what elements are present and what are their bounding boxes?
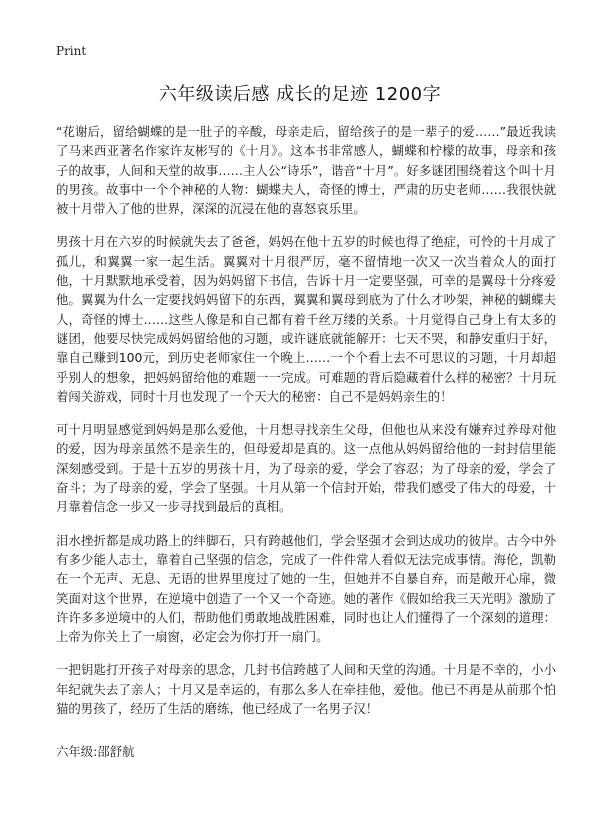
article-title: 六年级读后感 成长的足迹 1200字 bbox=[158, 84, 442, 105]
paragraph-1: “花谢后，留给蝴蝶的是一肚子的辛酸，母亲走后，留给孩子的是一辈子的爱……”最近我读了马来西亚著名作家许友彬写的《十月》。这本书非常感人，蝴蝶和柠檬的故事，母亲和孩子的故事，人间和天堂的故事……主人公“诗乐”，谐音“十月”。好多谜团围绕着这个叫十月的男孩。故事中一个个神秘的人物：蝴蝶夫人，奇怪的博士，严肃的历史老师……我很快就被十月带入了他的世界，深深的沉浸在他的喜怒哀乐里。 bbox=[56, 124, 556, 217]
author-signature: 六年级:邵舒航 bbox=[56, 744, 135, 759]
article-body bbox=[56, 122, 556, 732]
paragraph-3: 可十月明显感觉到妈妈是那么爱他，十月想寻找亲生父母，但他也从来没有嫌弃过养母对他的爱，因为母亲虽然不是亲生的，但母爱却是真的。这一点他从妈妈留给他的一封封信里能深刻感受到。于是十五岁的男孩十月，为了母亲的爱，学会了容忍；为了母亲的爱，学会了奋斗；为了母亲的爱，学会了坚强。十月从第一个信封开始，带我们感受了伟大的母爱，十月靠着信念一步又一步寻找到最后的真相。 bbox=[56, 422, 556, 515]
paragraph-4: 泪水挫折都是成功路上的绊脚石，只有跨越他们，学会坚强才会到达成功的彼岸。古今中外有多少能人志士，靠着自己坚强的信念，完成了一件件常人看似无法完成事情。海伦，凯勒在一个无声、无息、无语的世界里度过了她的一生，但她并不自暴自弃，而是敞开心扉，微笑面对这个世界，在逆境中创造了一个又一个奇迹。她的著作《假如给我三天光明》激励了许许多多逆境中的人们，帮助他们勇敢地战胜困难，同时也让人们懂得了一个深刻的道理：上帝为你关上了一扇窗，必定会为你打开一扇门。 bbox=[56, 532, 556, 645]
print-link[interactable]: Print bbox=[56, 44, 87, 58]
paragraph-2: 男孩十月在六岁的时候就失去了爸爸，妈妈在他十五岁的时候也得了绝症，可怜的十月成了孤儿，和翼翼一家一起生活。翼翼对十月很严厉，毫不留情地一次又一次当着众人的面打他，十月默默地承受着，因为妈妈留下书信，告诉十月一定要坚强，可幸的是翼母十分疼爱他。翼翼为什么一定要找妈妈留下的东西，翼翼和翼母到底为了什么才吵架，神秘的蝴蝶夫人，奇怪的博士……这些人像是和自己都有着千丝万缕的关系。十月觉得自己身上有太多的谜团，他要尽快完成妈妈留给他的习题，或许谜底就能解开：七天不哭，和静安重归于好，靠自己赚到100元，到历史老师家住一个晚上……一个个看上去不可思议的习题，十月却超乎别人的想象，把妈妈留给他的难题一一完成。可难题的背后隐藏着什么样的秘密？十月玩着闯关游戏，同时十月也发现了一个天大的秘密：自己不是妈妈亲生的！ bbox=[56, 234, 556, 404]
paragraph-5: 一把钥匙打开孩子对母亲的思念，几封书信跨越了人间和天堂的沟通。十月是不幸的，小小年纪就失去了亲人；十月又是幸运的，有那么多人在牵挂他，爱他。他已不再是从前那个怕猫的男孩了，经历了生活的磨练，他已经成了一名男子汉！ bbox=[56, 662, 556, 717]
